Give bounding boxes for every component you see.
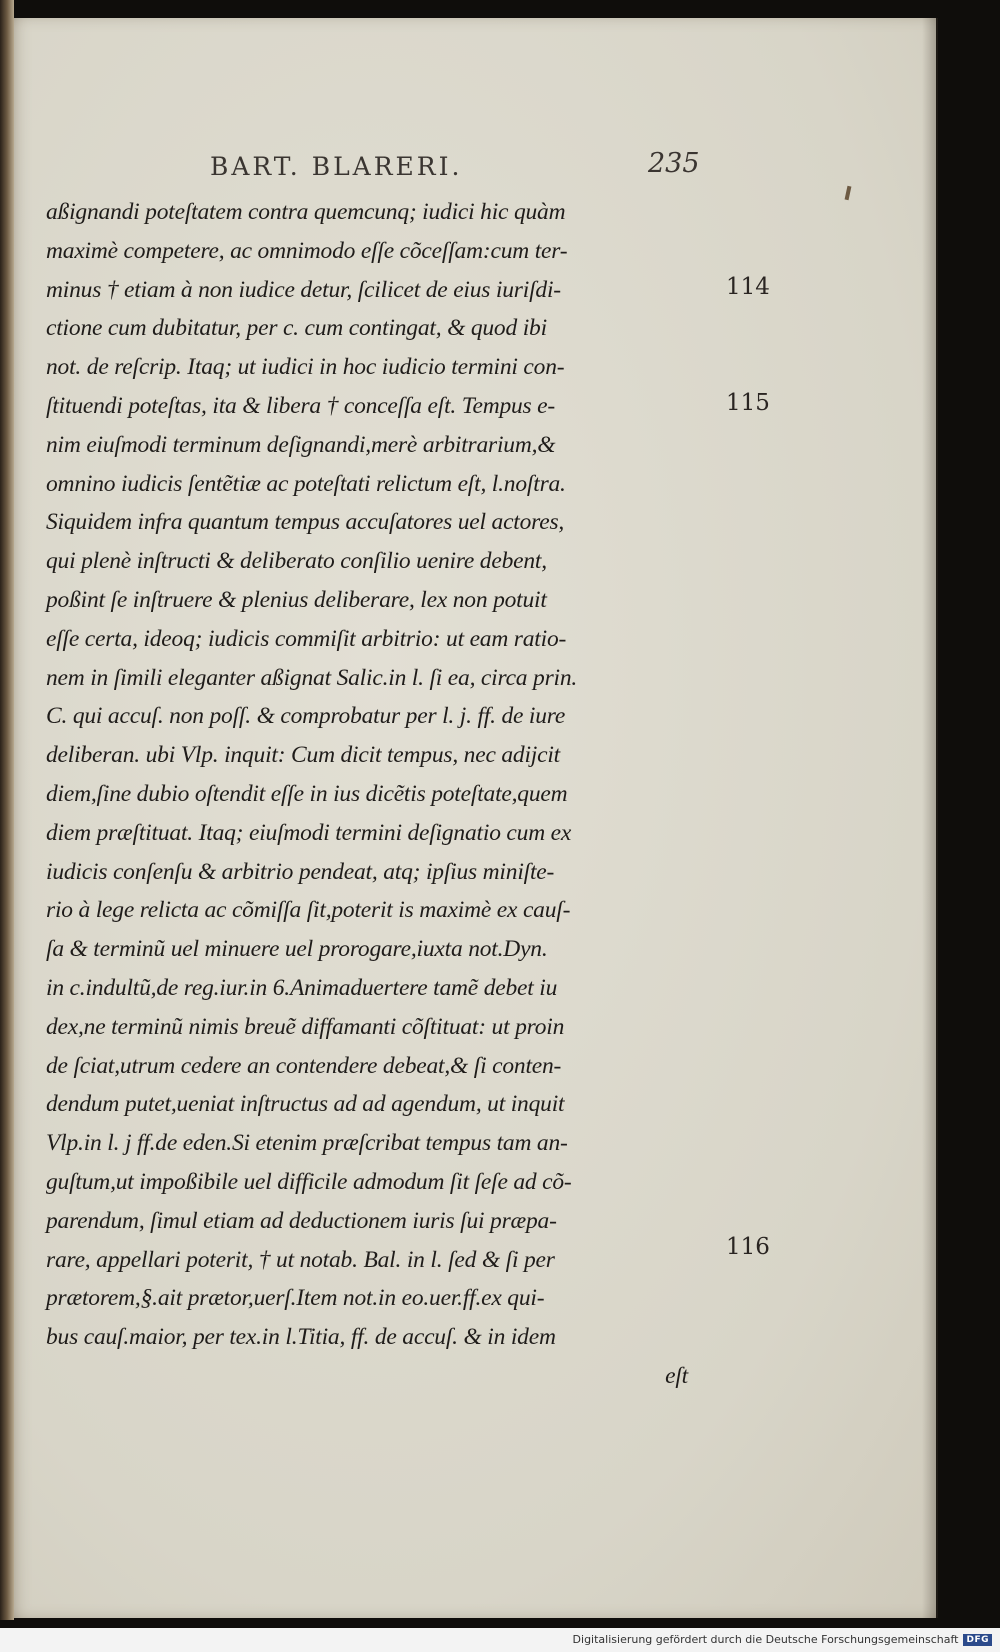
text-line: rare, appellari poterit, † ut notab. Bal. in l. ſed & ſi per bbox=[46, 1246, 555, 1273]
margin-note-115: 115 bbox=[726, 390, 770, 416]
text-line: eſſe certa, ideoq; iudicis commiſit arbitrio: ut eam ratio- bbox=[46, 625, 567, 652]
text-line: omnino iudicis ſentẽtiæ ac poteſtati relictum eſt, l.noſtra. bbox=[46, 470, 566, 497]
attribution-footer bbox=[573, 1633, 992, 1646]
text-line: maximè competere, ac omnimodo eſſe cõceſſam:cum ter- bbox=[46, 237, 568, 264]
margin-note-116: 116 bbox=[726, 1234, 770, 1260]
text-line: prætorem,§.ait prætor,uerſ.Item not.in eo.uer.ff.ex qui- bbox=[46, 1285, 545, 1312]
text-line: minus † etiam à non iudice detur, ſcilicet de eius iuriſdi- bbox=[46, 276, 561, 303]
text-line: bus cauſ.maior, per tex.in l.Titia, ff. de accuſ. & in idem bbox=[46, 1324, 556, 1351]
text-line: diem præſtituat. Itaq; eiuſmodi termini deſignatio cum ex bbox=[46, 819, 572, 846]
text-line: ctione cum dubitatur, per c. cum contingat, & quod ibi bbox=[46, 315, 547, 342]
text-line: dex,ne terminũ nimis breuẽ diffamanti cõſtituat: ut proin bbox=[46, 1013, 565, 1040]
attribution-text: Digitalisierung gefördert durch die Deutsche Forschungsgemeinschaft bbox=[572, 1633, 959, 1646]
text-line: Vlp.in l. j ff.de eden.Si etenim præſcribat tempus tam an- bbox=[46, 1130, 568, 1157]
page-header bbox=[210, 148, 710, 186]
text-line: ſtituendi poteſtas, ita & libera † conceſſa eſt. Tempus e- bbox=[46, 392, 556, 419]
book-spine bbox=[0, 0, 14, 1620]
text-line: nem in ſimili eleganter aßignat Salic.in l. ſi ea, circa prin. bbox=[46, 664, 578, 691]
text-line: diem,ſine dubio oſtendit eſſe in ius dicẽtis poteſtate,quem bbox=[46, 780, 568, 807]
text-line: poßint ſe inſtruere & plenius deliberare, lex non potuit bbox=[46, 586, 547, 613]
text-line: dendum putet,ueniat inſtructus ad ad agendum, ut inquit bbox=[46, 1091, 565, 1118]
page-number: 235 bbox=[648, 148, 700, 179]
text-line: de ſciat,utrum cedere an contendere debeat,& ſi conten- bbox=[46, 1052, 562, 1079]
text-line: iudicis conſenſu & arbitrio pendeat, atq; ipſius miniſte- bbox=[46, 858, 555, 885]
text-line: deliberan. ubi Vlp. inquit: Cum dicit tempus, nec adijcit bbox=[46, 742, 561, 769]
dfg-logo: DFG bbox=[963, 1634, 992, 1646]
text-line: rio à lege relicta ac cõmiſſa ſit,poterit is maximè ex cauſ- bbox=[46, 897, 571, 924]
text-line: qui plenè inſtructi & deliberato conſilio uenire debent, bbox=[46, 548, 547, 575]
text-line: aßignandi poteſtatem contra quemcunq; iudici hic quàm bbox=[46, 199, 566, 225]
text-line: parendum, ſimul etiam ad deductionem iuris ſui præpa- bbox=[46, 1207, 557, 1234]
text-line: guſtum,ut impoßibile uel difficile admodum ſit ſeſe ad cõ- bbox=[46, 1168, 572, 1195]
text-line: Siquidem infra quantum tempus accuſatores uel actores, bbox=[46, 509, 565, 536]
margin-note-114: 114 bbox=[726, 274, 770, 300]
page-edge-shadow bbox=[922, 18, 938, 1618]
text-line: C. qui accuſ. non poſſ. & comprobatur per l. j. ff. de iure bbox=[46, 703, 566, 730]
text-line: nim eiuſmodi terminum deſignandi,merè arbitrarium,& bbox=[46, 431, 556, 458]
text-line: ſa & terminũ uel minuere uel prorogare,iuxta not.Dyn. bbox=[46, 936, 548, 963]
text-line: not. de reſcrip. Itaq; ut iudici in hoc iudicio termini con- bbox=[46, 354, 565, 381]
catchword: eſt bbox=[665, 1362, 688, 1389]
text-line: in c.indultũ,de reg.iur.in 6.Animaduertere tamẽ debet iu bbox=[46, 974, 558, 1001]
body-text bbox=[46, 193, 716, 1396]
running-head: BART. BLARERI. bbox=[210, 152, 463, 181]
